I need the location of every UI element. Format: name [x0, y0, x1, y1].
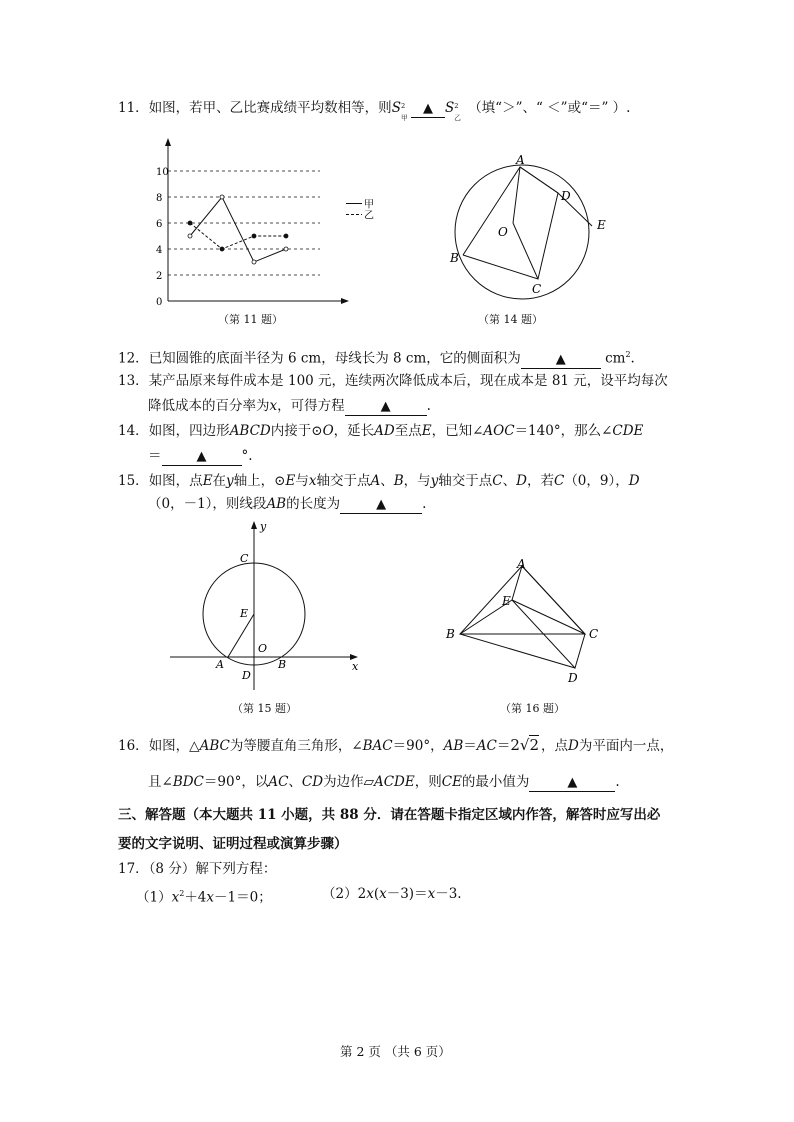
- label-e: E: [502, 594, 511, 608]
- answer-blank[interactable]: ▲: [411, 101, 445, 118]
- label-c: C: [589, 627, 599, 641]
- figure-16-triangle-diagram: [440, 552, 620, 692]
- segment-b-d: [460, 634, 575, 668]
- y-tick-label: 2: [156, 271, 163, 282]
- line-a-d: [520, 167, 558, 193]
- y-tick-label: 4: [156, 245, 163, 256]
- question-13: 13．某产品原来每件成本是 100 元，连续两次降低成本后，现在成本是 81 元，设平均每次: [118, 373, 668, 389]
- legend-label-乙: 乙: [364, 210, 374, 222]
- segment-e-c: [512, 600, 585, 634]
- question-17-part-1: $(1)x^2+4x-1=0$；: [136, 889, 272, 906]
- label-b: B: [278, 658, 287, 671]
- answer-blank[interactable]: ▲: [162, 449, 242, 466]
- label-x: x: [352, 660, 359, 673]
- segment-e-a: [228, 614, 254, 657]
- label-a: A: [517, 557, 526, 571]
- series-line-乙: [190, 223, 286, 249]
- question-11: 11．如图，若甲、乙比赛成绩平均数相等，则S 2 甲 ▲ S 2 乙 （填“＞”、“ ＜”或“＝” ）.: [118, 100, 631, 122]
- y-tick-label: 6: [156, 219, 163, 230]
- two-root-two: 2√2: [510, 736, 539, 754]
- data-point-乙: [220, 247, 224, 251]
- data-point-甲: [284, 247, 288, 251]
- data-point-乙: [284, 234, 288, 238]
- data-point-甲: [252, 260, 256, 264]
- label-c: C: [532, 282, 542, 296]
- series-line-甲: [190, 197, 286, 262]
- question-15-line2: （0，－1），则线段AB的长度为 ▲ .: [148, 496, 427, 512]
- line-o-c: [513, 223, 538, 279]
- label-a: A: [516, 153, 525, 167]
- answer-blank[interactable]: ▲: [529, 775, 615, 792]
- y-axis-arrow: [251, 521, 257, 529]
- answer-blank[interactable]: ▲: [521, 352, 601, 369]
- label-a: A: [216, 658, 224, 671]
- label-d: D: [561, 189, 571, 203]
- x-axis-arrow: [341, 298, 349, 304]
- legend-label-甲: 甲: [364, 199, 374, 211]
- question-13-line2: 降低成本的百分率为x，可得方程 ▲ .: [148, 398, 431, 414]
- data-point-甲: [220, 195, 224, 199]
- data-point-甲: [188, 234, 192, 238]
- figure-16-caption: （第 16 题）: [500, 702, 565, 715]
- y-axis-arrow: [165, 138, 171, 146]
- figure-14-caption: （第 14 题）: [478, 313, 543, 326]
- label-e: E: [240, 607, 249, 620]
- y-tick-label: 8: [156, 193, 163, 204]
- question-number: 11．: [118, 100, 149, 116]
- question-16: 16．如图，△ABC为等腰直角三角形，∠BAC＝90°，AB＝AC＝2√2 ，点D为平面内一点，: [118, 736, 674, 754]
- question-12: 12．已知圆锥的底面半径为 6 cm，母线长为 8 cm，它的侧面积为 ▲ $cm^2$.: [118, 350, 635, 367]
- question-17-part-2: （2）2x(x－3)＝x－3.: [322, 886, 462, 902]
- label-b: B: [446, 627, 455, 641]
- label-d: D: [568, 671, 578, 685]
- section-3-heading-line2: 要的文字说明、证明过程或演算步骤）: [118, 836, 348, 852]
- data-point-乙: [188, 221, 192, 225]
- figure-15-caption: （第 15 题）: [232, 702, 297, 715]
- y-tick-label: 0: [156, 297, 163, 308]
- figure-11-line-chart: [140, 135, 400, 315]
- label-d: D: [242, 669, 251, 682]
- label-b: B: [450, 251, 459, 265]
- question-15: 15．如图，点E在y轴上，⊙E与x轴交于点A、B，与y轴交于点C、D，若C（0，9），D: [118, 473, 640, 489]
- question-16-line2: 且∠BDC＝90°，以AC、CD为边作▱ACDE，则CE的最小值为 ▲ .: [148, 774, 620, 790]
- section-3-heading: 三、解答题（本大题共 11 小题，共 88 分．请在答题卡指定区域内作答，解答时应写出必: [118, 807, 661, 823]
- figure-14-circle-diagram: [440, 155, 620, 300]
- figure-15-coordinate-circle: [168, 518, 368, 698]
- label-y: y: [260, 520, 267, 533]
- label-e: E: [597, 218, 606, 232]
- circle-o: [455, 165, 589, 299]
- answer-blank[interactable]: ▲: [345, 399, 427, 416]
- label-o: O: [258, 642, 268, 655]
- figure-11-caption: （第 11 题）: [218, 313, 283, 326]
- page-footer: 第 2 页 （共 6 页）: [340, 1044, 451, 1059]
- question-17: 17．（8 分）解下列方程：: [118, 861, 277, 877]
- y-tick-label: 10: [156, 167, 169, 178]
- label-c: C: [240, 552, 249, 565]
- triangle-abc: [460, 566, 585, 634]
- label-o: O: [498, 225, 508, 239]
- answer-blank[interactable]: ▲: [340, 497, 422, 514]
- question-14-line2: ＝ ▲ °.: [148, 448, 253, 464]
- data-point-乙: [252, 234, 256, 238]
- question-14: 14．如图，四边形ABCD内接于⊙O，延长AD至点E，已知∠AOC＝140°，那么∠CDE: [118, 423, 644, 439]
